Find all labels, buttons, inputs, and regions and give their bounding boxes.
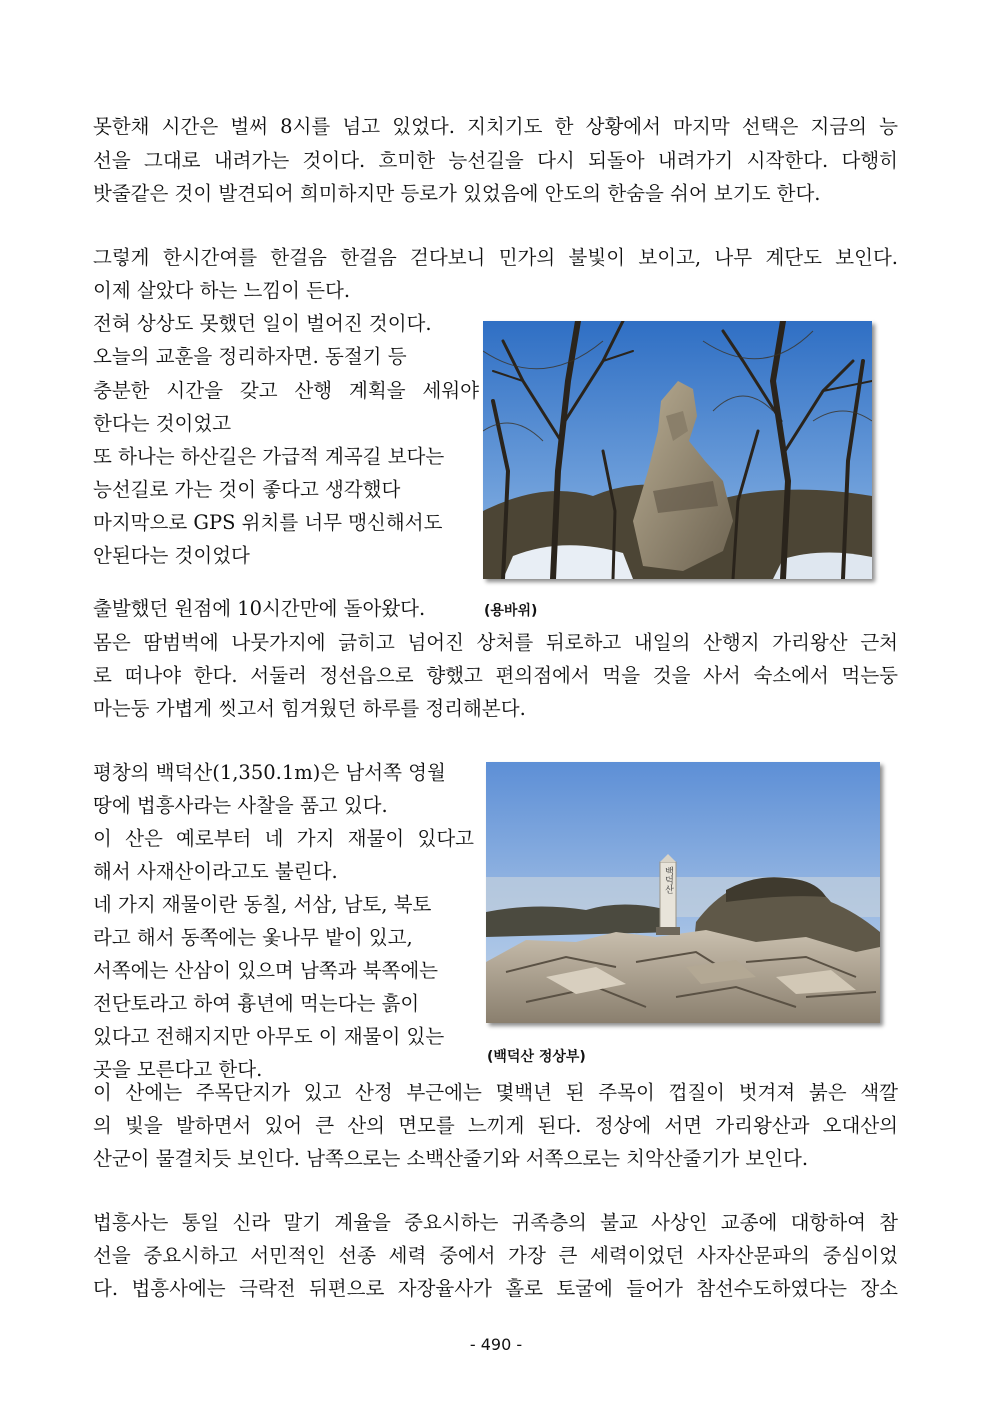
text-line: 충분한 시간을 갖고 산행 계획을 세워야 bbox=[93, 379, 479, 402]
photo-summit bbox=[486, 762, 880, 1023]
text-line: 전단토라고 하여 흉년에 먹는다는 흙이 bbox=[93, 992, 420, 1015]
photo-caption-summit: (백덕산 정상부) bbox=[487, 1049, 586, 1065]
text-line: 산군이 물결치듯 보인다. 남쪽으로는 소백산줄기와 서쪽으로는 치악산줄기가 보인다. bbox=[93, 1147, 809, 1170]
text-line: 이 산에는 주목단지가 있고 산정 부근에는 몇백년 된 주목이 껍질이 벗겨져 붉은 색깔 bbox=[93, 1081, 898, 1104]
text-line: 능선길로 가는 것이 좋다고 생각했다 bbox=[93, 478, 401, 501]
text-line: 로 떠나야 한다. 서둘러 정선읍으로 향했고 편의점에서 먹을 것을 사서 숙소에서 먹는둥 bbox=[93, 664, 898, 687]
text-line: 마지막으로 GPS 위치를 너무 맹신해서도 bbox=[93, 511, 443, 534]
summit-marker-text: 백덕산 bbox=[663, 866, 673, 894]
text-line: 라고 해서 동쪽에는 옻나무 밭이 있고, bbox=[93, 926, 413, 949]
text-line: 있다고 전해지지만 아무도 이 재물이 있는 bbox=[93, 1025, 445, 1048]
text-line: 평창의 백덕산(1,350.1m)은 남서쪽 영월 bbox=[93, 761, 446, 784]
text-line: 몸은 땀범벅에 나뭇가지에 긁히고 넘어진 상처를 뒤로하고 내일의 산행지 가리왕산 근처 bbox=[93, 631, 898, 654]
text-line: 또 하나는 하산길은 가급적 계곡길 보다는 bbox=[93, 445, 445, 468]
text-line: 못한채 시간은 벌써 8시를 넘고 있었다. 지치기도 한 상황에서 마지막 선택은 지금의 능 bbox=[93, 115, 898, 138]
text-line: 곳을 모른다고 한다. bbox=[93, 1058, 263, 1081]
text-line: 이 산은 예로부터 네 가지 재물이 있다고 bbox=[93, 827, 474, 850]
page-number: - 490 - bbox=[469, 1335, 523, 1354]
dragon-rock-image bbox=[483, 321, 872, 579]
text-line: 안된다는 것이었다 bbox=[93, 544, 250, 567]
text-line: 마는둥 가볍게 씻고서 힘겨웠던 하루를 정리해본다. bbox=[93, 697, 526, 720]
text-line: 땅에 법흥사라는 사찰을 품고 있다. bbox=[93, 794, 388, 817]
text-line: 한다는 것이었고 bbox=[93, 412, 232, 435]
summit-image bbox=[486, 762, 880, 1023]
text-line: 의 빛을 발하면서 있어 큰 산의 면모를 느끼게 된다. 정상에 서면 가리왕산과 오대산의 bbox=[93, 1114, 898, 1137]
text-line: 서쪽에는 산삼이 있으며 남쪽과 북쪽에는 bbox=[93, 959, 439, 982]
text-line: 법흥사는 통일 신라 말기 계율을 중요시하는 귀족층의 불교 사상인 교종에 대항하여 참 bbox=[93, 1211, 898, 1234]
text-line: 오늘의 교훈을 정리하자면. 동절기 등 bbox=[93, 345, 407, 368]
text-line: 전혀 상상도 못했던 일이 벌어진 것이다. bbox=[93, 312, 432, 335]
text-line: 이제 살았다 하는 느낌이 든다. bbox=[93, 279, 351, 302]
text-line: 다. 법흥사에는 극락전 뒤편으로 자장율사가 홀로 토굴에 들어가 참선수도하였다는 장소 bbox=[93, 1277, 898, 1300]
text-line: 그렇게 한시간여를 한걸음 한걸음 걷다보니 민가의 불빛이 보이고, 나무 계단도 보인다. bbox=[93, 246, 898, 269]
photo-dragon-rock bbox=[483, 321, 872, 579]
photo-caption-dragon-rock: (용바위) bbox=[484, 603, 538, 619]
text-line: 선을 중요시하고 서민적인 선종 세력 중에서 가장 큰 세력이었던 사자산문파의 중심이었 bbox=[93, 1244, 898, 1267]
text-line: 밧줄같은 것이 발견되어 희미하지만 등로가 있었음에 안도의 한숨을 쉬어 보기도 한다. bbox=[93, 182, 821, 205]
text-line: 선을 그대로 내려가는 것이다. 흐미한 능선길을 다시 되돌아 내려가기 시작한다. 다행히 bbox=[93, 149, 898, 172]
text-line: 네 가지 재물이란 동칠, 서삼, 남토, 북토 bbox=[93, 893, 432, 916]
text-line: 해서 사재산이라고도 불린다. bbox=[93, 860, 338, 883]
text-line: 출발했던 원점에 10시간만에 돌아왔다. bbox=[93, 597, 426, 620]
